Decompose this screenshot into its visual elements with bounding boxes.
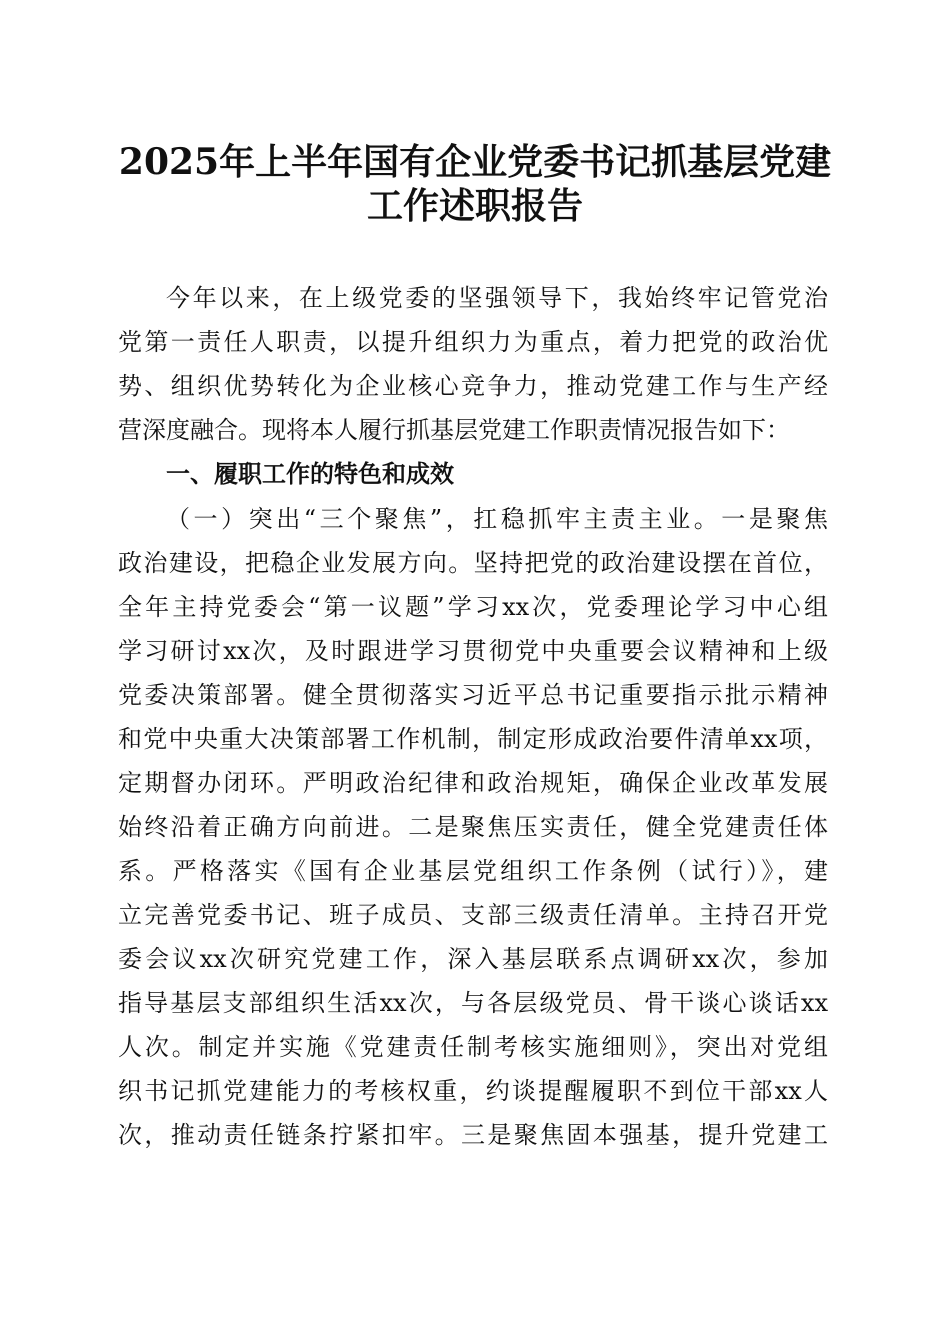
body-paragraph-line: （一）突出“三个聚焦”，扛稳抓牢主责主业。一是聚焦 — [166, 505, 828, 533]
body-paragraph-line: 次，推动责任链条拧紧扣牢。三是聚焦固本强基，提升党建工 — [118, 1121, 828, 1149]
intro-paragraph-line: 势、组织优势转化为企业核心竞争力，推动党建工作与生产经 — [118, 372, 828, 400]
body-paragraph-line: 委会议xx次研究党建工作，深入基层联系点调研xx次，参加 — [118, 945, 828, 973]
section-heading: 一、履职工作的特色和成效 — [166, 460, 454, 488]
document-title-line-2: 工作述职报告 — [366, 185, 583, 227]
body-paragraph-line: 织书记抓党建能力的考核权重，约谈提醒履职不到位干部xx人 — [118, 1077, 828, 1105]
body-paragraph-line: 全年主持党委会“第一议题”学习xx次，党委理论学习中心组 — [118, 593, 828, 621]
body-paragraph-line: 和党中央重大决策部署工作机制，制定形成政治要件清单xx项， — [118, 725, 828, 753]
body-paragraph-line: 人次。制定并实施《党建责任制考核实施细则》，突出对党组 — [118, 1033, 828, 1061]
intro-paragraph-line: 党第一责任人职责，以提升组织力为重点，着力把党的政治优 — [118, 328, 828, 356]
body-paragraph-line: 指导基层支部组织生活xx次，与各层级党员、骨干谈心谈话xx — [118, 989, 828, 1017]
body-paragraph-line: 始终沿着正确方向前进。二是聚焦压实责任，健全党建责任体 — [118, 813, 828, 841]
body-paragraph-line: 定期督办闭环。严明政治纪律和政治规矩，确保企业改革发展 — [118, 769, 828, 797]
body-paragraph-line: 系。严格落实《国有企业基层党组织工作条例（试行）》，建 — [118, 857, 828, 885]
body-paragraph-line: 党委决策部署。健全贯彻落实习近平总书记重要指示批示精神 — [118, 681, 828, 709]
body-paragraph-line: 学习研讨xx次，及时跟进学习贯彻党中央重要会议精神和上级 — [118, 637, 828, 665]
intro-paragraph-line: 今年以来，在上级党委的坚强领导下，我始终牢记管党治 — [166, 284, 828, 312]
intro-paragraph-line: 营深度融合。现将本人履行抓基层党建工作职责情况报告如下： — [118, 416, 790, 444]
body-paragraph-line: 立完善党委书记、班子成员、支部三级责任清单。主持召开党 — [118, 901, 828, 929]
document-title-line-1: 2025年上半年国有企业党委书记抓基层党建 — [118, 141, 832, 183]
body-paragraph-line: 政治建设，把稳企业发展方向。坚持把党的政治建设摆在首位， — [118, 549, 828, 577]
